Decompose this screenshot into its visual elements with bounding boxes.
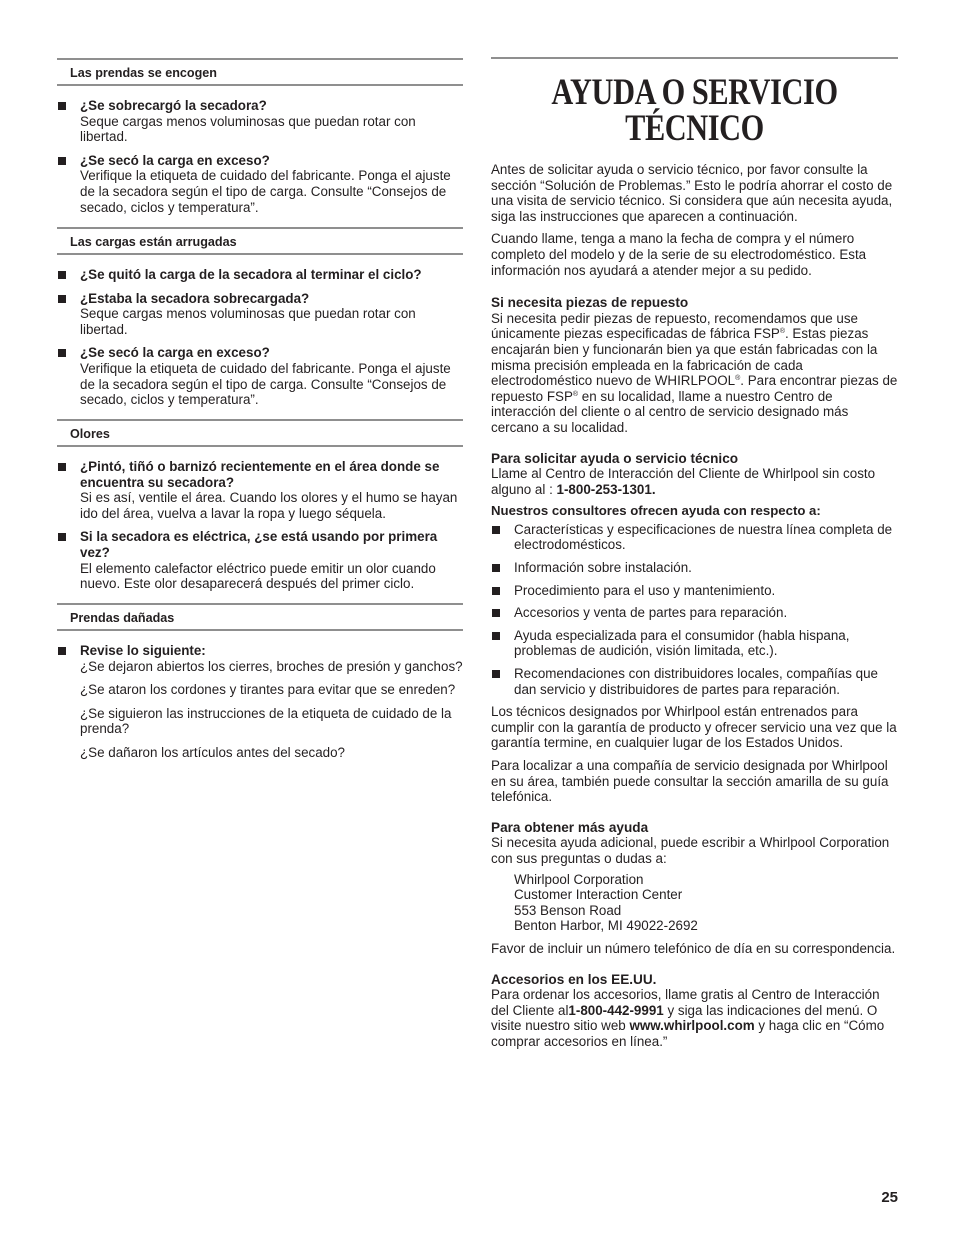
more-help-heading: Para obtener más ayuda <box>491 819 649 835</box>
page-number: 25 <box>881 1189 898 1206</box>
answer: ¿Se dejaron abiertos los cierres, broches de presión y ganchos? <box>80 658 463 674</box>
accessories-paragraph: Para ordenar los accesorios, llame gratis al Centro de Interacción del Cliente al1-800-442-9991 y siga las indicaciones del menú. O visite nuestro sitio web www.whirlpool.com y haga clic en “Cómo comprar accesorios en línea.” <box>491 987 885 1049</box>
bullet-icon <box>492 609 500 617</box>
section-heading: Prendas dañadas <box>57 603 463 631</box>
question: ¿Pintó, tiñó o barnizó recientemente en el área donde se encuentra su secadora? <box>80 459 440 490</box>
bullet-icon <box>58 647 66 655</box>
section-heading: Olores <box>57 419 463 447</box>
answer: Verifique la etiqueta de cuidado del fabricante. Ponga el ajuste de la secadora según el tipo de carga. Consulte “Consejos de secado, ciclos y temperatura”. <box>80 168 451 215</box>
answer: Verifique la etiqueta de cuidado del fabricante. Ponga el ajuste de la secadora según el tipo de carga. Consulte “Consejos de secado, ciclos y temperatura”. <box>80 360 451 408</box>
bullet-icon <box>58 463 66 471</box>
list-item: Procedimiento para el uso y mantenimiento. <box>491 583 898 599</box>
list-item <box>57 643 463 761</box>
list-item: Ayuda especializada para el consumidor (habla hispana, problemas de audición, visión limitada, etc.). <box>491 628 898 659</box>
list-item: Características y especificaciones de nuestra línea completa de electrodomésticos. <box>491 522 898 553</box>
answer: El elemento calefactor eléctrico puede emitir un olor cuando nuevo. Este olor desaparecerá después del primer ciclo. <box>80 560 436 592</box>
list-item <box>57 459 463 521</box>
bullet-icon <box>492 632 500 640</box>
section-damaged <box>57 603 463 761</box>
list-item <box>57 291 463 338</box>
bullet-icon <box>58 157 66 165</box>
title-line: AYUDA O SERVICIO <box>551 72 838 113</box>
bullet-icon <box>492 670 500 678</box>
locate-paragraph: Para localizar a una compañía de servicio designada por Whirlpool en su área, también puede consultar la sección amarilla de su guía telefónica. <box>491 758 889 805</box>
list-item: Accesorios y venta de partes para reparación. <box>491 605 898 621</box>
website-link[interactable]: www.whirlpool.com <box>629 1018 755 1034</box>
consult-heading: Nuestros consultores ofrecen ayuda con respecto a: <box>491 503 821 519</box>
title-line: TÉCNICO <box>625 108 764 149</box>
bullet-icon <box>58 349 66 357</box>
service-paragraph: Llame al Centro de Interacción del Cliente de Whirlpool sin costo alguno al : 1-800-253-1301. <box>491 466 876 497</box>
question: ¿Se sobrecargó la secadora? <box>80 98 267 113</box>
parts-paragraph: Si necesita pedir piezas de repuesto, recomendamos que use únicamente piezas especificadas de fábrica FSP®. Estas piezas encajarán bien y funcionarán bien ya que están fabricadas con la misma precisión empleada en la fabricación de cada electrodoméstico nuevo de WHIRLPOOL®. Para encontrar piezas de repuesto FSP® en su localidad, llame a nuestro Centro de interacción del cliente o al centro de servicio designado más cercano a su localidad. <box>491 310 898 435</box>
section-heading: Las prendas se encogen <box>57 58 463 86</box>
list-item <box>57 345 463 407</box>
question: ¿Se secó la carga en exceso? <box>80 345 270 361</box>
list-item <box>57 153 463 215</box>
question: Si la secadora es eléctrica, ¿se está usando por primera vez? <box>80 529 438 560</box>
answer: ¿Se siguieron las instrucciones de la etiqueta de cuidado de la prenda? <box>80 705 452 737</box>
list-item <box>57 98 463 145</box>
section-heading: Las cargas están arrugadas <box>57 227 463 255</box>
intro-paragraph: Cuando llame, tenga a mano la fecha de compra y el número completo del modelo y de la serie de su electrodoméstico. Esta información nos ayudará a atender mejor a su pedido. <box>491 231 867 278</box>
list-item: Recomendaciones con distribuidores locales, compañías que dan servicio y distribuidores de partes para reparación. <box>491 666 898 697</box>
bullet-icon <box>58 271 66 279</box>
list-item <box>57 267 463 283</box>
bullet-icon <box>58 533 66 541</box>
answer: Seque cargas menos voluminosas que puedan rotar con libertad. <box>80 113 416 145</box>
page-title <box>528 72 862 149</box>
answer: Seque cargas menos voluminosas que puedan rotar con libertad. <box>80 306 416 337</box>
consult-list <box>491 522 898 697</box>
list-item <box>57 529 463 591</box>
list-item: Información sobre instalación. <box>491 560 898 576</box>
title-rule <box>491 57 898 59</box>
bullet-icon <box>58 102 66 110</box>
bullet-icon <box>492 526 500 534</box>
mailing-address: Whirlpool Corporation Customer Interaction Center 553 Benson Road Benton Harbor, MI 49022-2692 <box>514 871 698 934</box>
daytime-phone-note: Favor de incluir un número telefónico de día en su correspondencia. <box>491 940 896 956</box>
technicians-paragraph: Los técnicos designados por Whirlpool están entrenados para cumplir con la garantía de producto y ofrecer servicio una vez que la garantía termine, en cualquier lugar de los Estados Unidos. <box>491 704 897 751</box>
intro-paragraph: Antes de solicitar ayuda o servicio técnico, por favor consulte la sección “Solución de Problemas.” Esto le podría ahorrar el costo de una visita de servicio técnico. Si considera que aún necesita ayuda, siga las instrucciones que aparecen a continuación. <box>491 162 893 224</box>
more-help-paragraph: Si necesita ayuda adicional, puede escribir a Whirlpool Corporation con sus preguntas o dudas a: <box>491 835 890 866</box>
accessories-heading: Accesorios en los EE.UU. <box>491 971 657 987</box>
question: ¿Se secó la carga en exceso? <box>80 152 270 168</box>
bullet-icon <box>492 564 500 572</box>
answer: Si es así, ventile el área. Cuando los olores y el humo se hayan ido del área, vuelva a lavar la ropa y luego séquela. <box>80 490 458 521</box>
question: Revise lo siguiente: <box>80 643 206 658</box>
service-phone: 1-800-253-1301. <box>556 481 656 497</box>
section-odors <box>57 419 463 592</box>
answer: ¿Se dañaron los artículos antes del secado? <box>80 744 346 760</box>
bullet-icon <box>58 295 66 303</box>
question: ¿Se quitó la carga de la secadora al terminar el ciclo? <box>80 267 422 282</box>
question: ¿Estaba la secadora sobrecargada? <box>80 290 310 306</box>
bullet-icon <box>492 587 500 595</box>
section-shrink <box>57 58 463 215</box>
accessories-phone: 1-800-442-9991 <box>568 1002 664 1018</box>
service-heading: Para solicitar ayuda o servicio técnico <box>491 450 739 466</box>
answer: ¿Se ataron los cordones y tirantes para evitar que se enreden? <box>80 682 456 698</box>
section-wrinkled <box>57 227 463 408</box>
parts-heading: Si necesita piezas de repuesto <box>491 295 689 311</box>
